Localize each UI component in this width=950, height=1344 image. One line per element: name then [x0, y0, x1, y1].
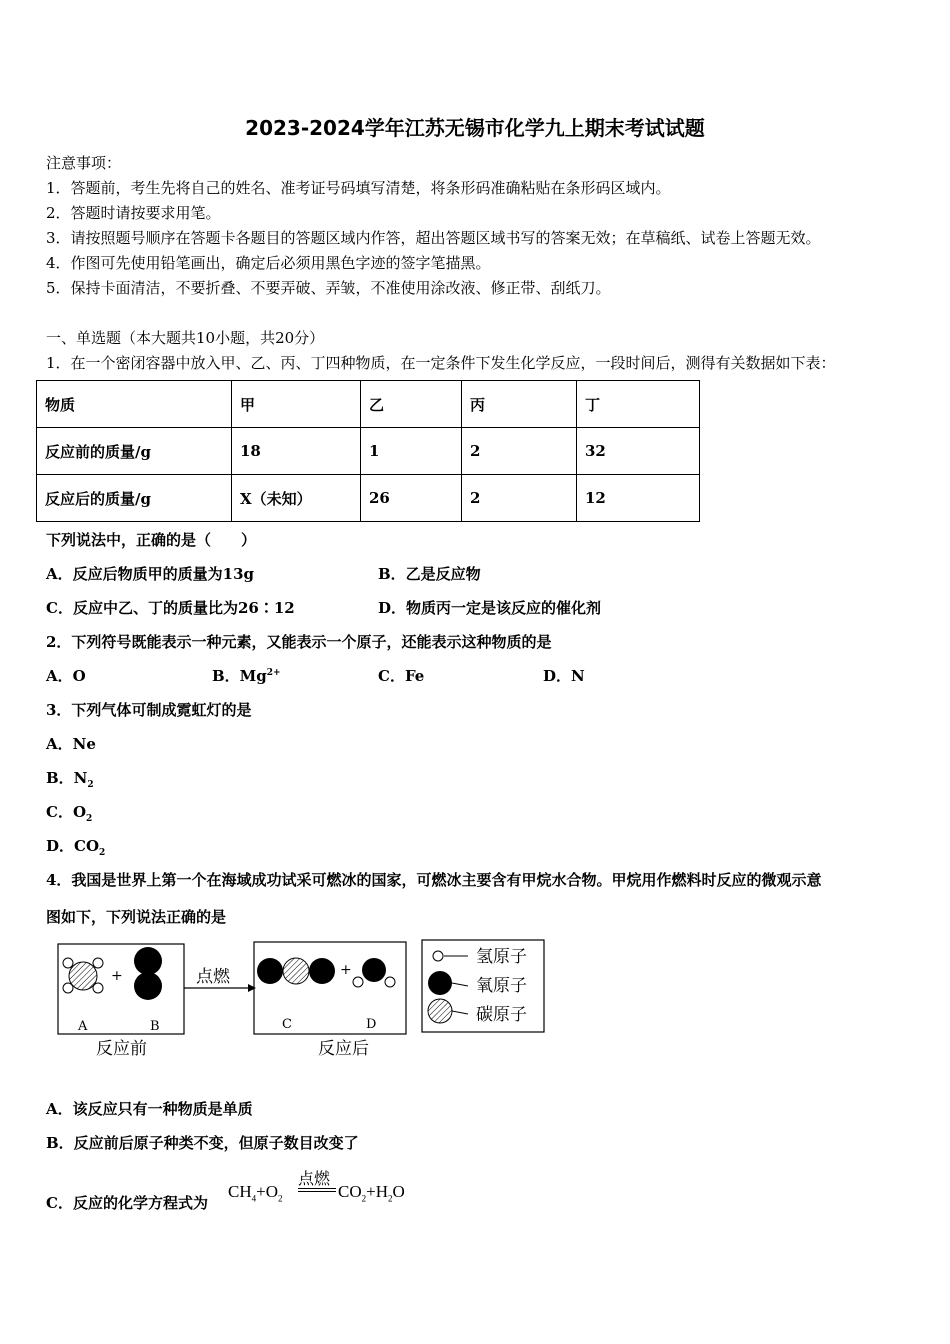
q2-option-b-text: B．Mg: [212, 667, 267, 685]
plus-sign: +: [340, 962, 352, 978]
q3-option-b-sub: 2: [87, 780, 94, 790]
table-cell: 26: [361, 475, 462, 522]
q1-option-a: A．反应后物质甲的质量为13g: [46, 565, 255, 583]
caption-after: 反应后: [318, 1039, 369, 1058]
carbon-dioxide-molecule: [257, 958, 335, 984]
q1-option-c: C．反应中乙、丁的质量比为26∶12: [46, 599, 295, 617]
legend-hydrogen: [433, 951, 468, 961]
eq-o: O: [392, 1182, 405, 1201]
table-header-cell: 乙: [361, 381, 462, 428]
q2-option-b-sup: 2+: [266, 668, 281, 678]
notice-heading: 注意事项：: [46, 154, 122, 172]
q1-option-b: B．乙是反应物: [378, 565, 481, 583]
table-cell: 反应前的质量/g: [37, 428, 232, 475]
q2-option-a: A．O: [46, 667, 86, 685]
table-header-cell: 物质: [37, 381, 232, 428]
eq-co: CO: [338, 1182, 362, 1201]
legend-carbon: [428, 999, 468, 1023]
q3-option-c-text: C．O: [46, 803, 87, 821]
arrow-label: 点燃: [196, 967, 230, 986]
q3-option-c: [46, 801, 92, 824]
eq-sub: 2: [361, 1193, 367, 1204]
eq-plus-h: +H: [366, 1182, 388, 1201]
table-header-cell: 甲: [232, 381, 361, 428]
legend-carbon-label: 碳原子: [476, 1005, 527, 1024]
label-b: B: [150, 1019, 160, 1034]
notice-item: 5．保持卡面清洁，不要折叠、不要弄破、弄皱，不准使用涂改液、修正带、刮纸刀。: [46, 279, 611, 297]
q2-option-b: [212, 665, 281, 686]
table-cell: 12: [577, 475, 700, 522]
q2-option-d: D．N: [543, 667, 585, 685]
section-heading: 一、单选题（本大题共10小题，共20分）: [46, 329, 325, 347]
eq-left: [228, 1182, 283, 1203]
legend-hydrogen-label: 氢原子: [476, 947, 527, 966]
legend-oxygen: [428, 971, 468, 995]
notice-item: 2．答题时请按要求用笔。: [46, 204, 221, 222]
eq-double-line: [298, 1188, 336, 1192]
page-title: 2023-2024学年江苏无锡市化学九上期末考试试题: [245, 116, 705, 140]
q3-option-b: [46, 767, 94, 790]
label-d: D: [366, 1017, 377, 1032]
label-c: C: [282, 1017, 292, 1032]
q3-option-b-text: B．N: [46, 769, 88, 787]
q1-data-table: [36, 380, 700, 522]
label-a: A: [78, 1019, 88, 1034]
q4-option-b: B．反应前后原子种类不变，但原子数目改变了: [46, 1134, 359, 1152]
eq-sub: 2: [278, 1193, 283, 1204]
caption-before: 反应前: [96, 1039, 147, 1058]
eq-right: [338, 1182, 405, 1203]
after-box: [254, 942, 406, 1034]
q4-stem-line1: 4．我国是世界上第一个在海域成功试采可燃冰的国家，可燃冰主要含有甲烷水合物。甲烷用作燃料时反应的微观示意: [46, 871, 822, 889]
table-cell: 1: [361, 428, 462, 475]
legend-oxygen-label: 氧原子: [476, 976, 527, 995]
reaction-diagram: [56, 936, 556, 1066]
notice-item: 4．作图可先使用铅笔画出，确定后必须用黑色字迹的签字笔描黑。: [46, 254, 491, 272]
q2-stem: 2．下列符号既能表示一种元素，又能表示一个原子，还能表示这种物质的是: [46, 633, 552, 651]
oxygen-molecule: [134, 947, 162, 1000]
eq-sub: 2: [388, 1193, 393, 1204]
q3-stem: 3．下列气体可制成霓虹灯的是: [46, 701, 252, 719]
notice-item: 1．答题前，考生先将自己的姓名、准考证号码填写清楚，将条形码准确粘贴在条形码区域内。: [46, 179, 671, 197]
plus-sign: +: [111, 968, 123, 984]
table-cell: 18: [232, 428, 361, 475]
q1-stem: 1．在一个密闭容器中放入甲、乙、丙、丁四种物质，在一定条件下发生化学反应，一段时间后，测得有关数据如下表：: [46, 354, 836, 372]
q4-stem-line2: 图如下，下列说法正确的是: [46, 908, 227, 926]
q1-option-d: D．物质丙一定是该反应的催化剂: [378, 599, 602, 617]
eq-condition: 点燃: [298, 1171, 331, 1188]
q3-option-d-text: D．CO: [46, 837, 100, 855]
table-cell: 2: [462, 428, 577, 475]
eq-plus-o: +O: [256, 1182, 278, 1201]
table-cell: 反应后的质量/g: [37, 475, 232, 522]
q3-option-a: A．Ne: [46, 735, 96, 753]
table-header-cell: 丁: [577, 381, 700, 428]
table-header-cell: 丙: [462, 381, 577, 428]
notice-item: 3．请按照题号顺序在答题卡各题目的答题区域内作答，超出答题区域书写的答案无效；在草稿纸、试卷上答题无效。: [46, 229, 821, 247]
q4-option-a: A．该反应只有一种物质是单质: [46, 1100, 253, 1118]
table-cell: 2: [462, 475, 577, 522]
q1-question: 下列说法中，正确的是（ ）: [46, 531, 257, 549]
q3-option-d: [46, 835, 105, 858]
q2-option-c: C．Fe: [378, 667, 425, 685]
q4-option-c: C．反应的化学方程式为: [46, 1194, 208, 1212]
eq-ch: CH: [228, 1182, 252, 1201]
table-cell: X（未知）: [232, 475, 361, 522]
q3-option-c-sub: 2: [86, 814, 93, 824]
methane-molecule: [63, 958, 103, 993]
water-molecule: [353, 958, 395, 987]
eq-sub: 4: [251, 1193, 257, 1204]
table-cell: 32: [577, 428, 700, 475]
q3-option-d-sub: 2: [99, 848, 106, 858]
